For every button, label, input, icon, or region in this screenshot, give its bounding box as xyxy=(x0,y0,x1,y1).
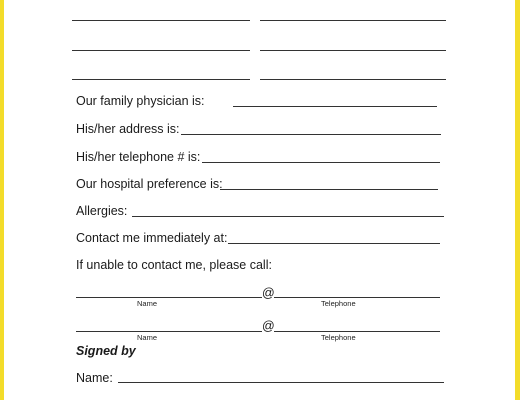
alt-telephone-field[interactable] xyxy=(274,297,440,298)
name-field[interactable] xyxy=(118,382,444,383)
contact-label: Contact me immediately at: xyxy=(76,231,228,245)
blank-line[interactable] xyxy=(260,20,446,21)
at-symbol: @ xyxy=(262,319,275,333)
name-caption: Name xyxy=(137,333,158,342)
alt-name-field[interactable] xyxy=(76,331,262,332)
physician-field[interactable] xyxy=(233,106,437,107)
alt-telephone-field[interactable] xyxy=(274,331,440,332)
name-caption: Name xyxy=(137,299,158,308)
signed-by-heading: Signed by xyxy=(76,344,136,358)
physician-label: Our family physician is: xyxy=(76,94,205,108)
blank-line[interactable] xyxy=(260,79,446,80)
at-symbol: @ xyxy=(262,286,275,300)
hospital-field[interactable] xyxy=(220,189,438,190)
telephone-field[interactable] xyxy=(202,162,440,163)
telephone-caption: Telephone xyxy=(321,333,356,342)
contact-field[interactable] xyxy=(228,243,440,244)
address-field[interactable] xyxy=(181,134,441,135)
alt-name-field[interactable] xyxy=(76,297,262,298)
blank-line[interactable] xyxy=(72,50,250,51)
address-label: His/her address is: xyxy=(76,122,180,136)
document-page xyxy=(4,0,515,400)
telephone-caption: Telephone xyxy=(321,299,356,308)
blank-line[interactable] xyxy=(260,50,446,51)
telephone-label: His/her telephone # is: xyxy=(76,150,201,164)
hospital-label: Our hospital preference is: xyxy=(76,177,223,191)
blank-line[interactable] xyxy=(72,20,250,21)
unable-label: If unable to contact me, please call: xyxy=(76,258,272,272)
blank-line[interactable] xyxy=(72,79,250,80)
name-label: Name: xyxy=(76,371,113,385)
allergies-label: Allergies: xyxy=(76,204,128,218)
allergies-field[interactable] xyxy=(132,216,444,217)
